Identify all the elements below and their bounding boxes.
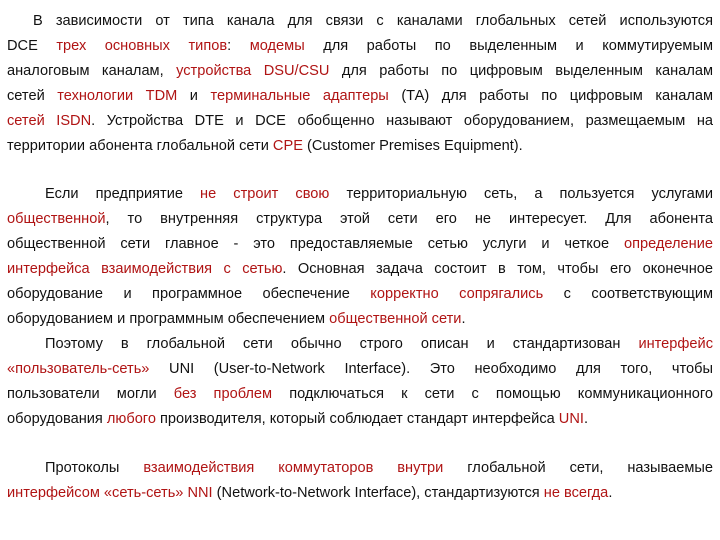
- text-line: территории абонента глобальной сети CPE (Customer Premises Equipment).: [7, 138, 523, 154]
- text-line: общественной сети главное - это предоставляемые сетью услуги и четкое определение: [7, 236, 713, 252]
- highlight-term: не всегда: [543, 485, 609, 501]
- highlight-term: модемы: [249, 38, 305, 54]
- text-line: Поэтому в глобальной сети обычно строго описан и стандартизован интерфейс: [45, 336, 713, 352]
- highlight-term: любого: [106, 411, 156, 427]
- highlight-term: UNI: [558, 411, 584, 427]
- text-line: оборудование и программное обеспечение корректно сопрягались с соответствующим: [7, 286, 714, 302]
- text-line: В зависимости от типа канала для связи с каналами глобальных сетей используются: [33, 13, 713, 29]
- text-line: пользователи могли без проблем подключаться к сети с помощью коммуникационного: [7, 386, 713, 402]
- paragraph-nni-interface: [7, 456, 713, 506]
- highlight-term: CPE: [272, 138, 303, 154]
- highlight-term: интерфейс: [638, 336, 713, 352]
- text-line: аналоговым каналам, устройства DSU/CSU для работы по цифровым выделенным каналам: [7, 63, 714, 79]
- highlight-term: трех основных типов: [56, 38, 228, 54]
- highlight-term: «пользователь-сеть»: [7, 361, 150, 377]
- text-line: сетей технологии TDM и терминальные адаптеры (ТА) для работы по цифровым каналам: [7, 88, 713, 104]
- paragraph-uni-interface: [7, 332, 713, 432]
- highlight-term: взаимодействия коммутаторов внутри: [143, 460, 444, 476]
- text-line: сетей ISDN. Устройства DTE и DCE обобщенно называют оборудованием, размещаемым на: [7, 113, 713, 129]
- highlight-term: устройства DSU/CSU: [176, 63, 330, 79]
- highlight-term: не строит свою: [200, 186, 330, 202]
- highlight-term: терминальные адаптеры: [210, 88, 389, 104]
- text-line: Если предприятие не строит свою территориальную сеть, а пользуется услугами: [45, 186, 713, 202]
- paragraph-dce-types: [7, 9, 713, 159]
- paragraph-public-network: [7, 182, 713, 332]
- text-line: интерфейсом «сеть-сеть» NNI (Network-to-Network Interface), стандартизуются не всегда.: [7, 485, 613, 501]
- highlight-term: технологии TDM: [57, 88, 178, 104]
- highlight-term: без проблем: [173, 386, 273, 402]
- highlight-term: определение: [623, 236, 713, 252]
- text-line: оборудованием и программным обеспечением общественной сети.: [7, 311, 466, 327]
- highlight-term: общественной сети: [329, 311, 462, 327]
- highlight-term: сетей ISDN: [7, 113, 92, 129]
- highlight-term: интерфейсом «сеть-сеть» NNI: [7, 485, 213, 501]
- highlight-term: общественной: [7, 211, 106, 227]
- text-line: оборудования любого производителя, который соблюдает стандарт интерфейса UNI.: [7, 411, 588, 427]
- text-line: DCE трех основных типов: модемы для работы по выделенным и коммутируемым: [7, 38, 713, 54]
- text-line: интерфейса взаимодействия с сетью. Основная задача состоит в том, чтобы его оконечное: [7, 261, 713, 277]
- text-line: «пользователь-сеть» UNI (User-to-Network Interface). Это необходимо для того, чтобы: [7, 361, 713, 377]
- highlight-term: интерфейса взаимодействия с сетью: [7, 261, 283, 277]
- highlight-term: корректно сопрягались: [370, 286, 544, 302]
- text-line: Протоколы взаимодействия коммутаторов внутри глобальной сети, называемые: [45, 460, 713, 476]
- text-line: общественной, то внутренняя структура этой сети его не интересует. Для абонента: [7, 211, 713, 227]
